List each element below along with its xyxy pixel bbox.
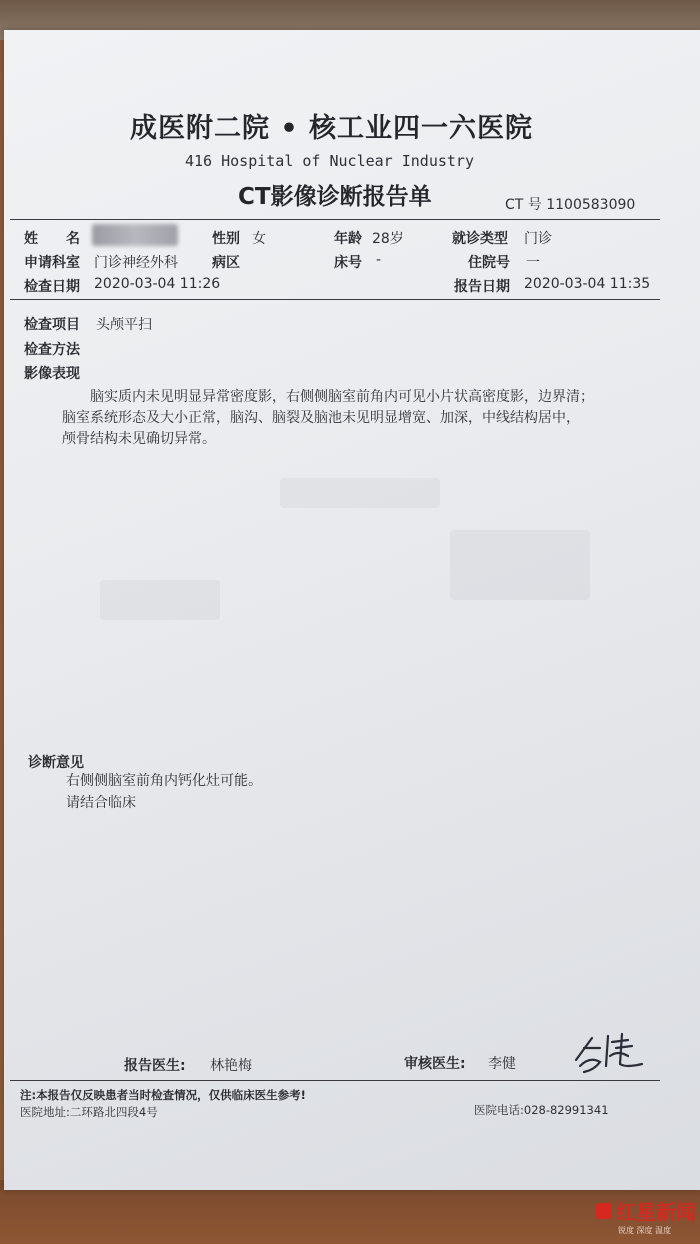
gender-label: 性别 [212,231,240,247]
hospital-phone: 医院电话:028-82991341 [474,1103,609,1117]
diagnosis-line: 右侧侧脑室前角内钙化灶可能。 [66,773,262,789]
watermark-brand: 红星新闻 [616,1200,696,1224]
redacted-name [92,224,178,246]
info-divider [10,299,660,300]
footer-divider [10,1080,660,1081]
bleed-through-mark [100,580,220,620]
exam-item-label: 检查项目 [24,317,80,333]
findings-line: 脑室系统形态及大小正常，脑沟、脑裂及脑池未见明显增宽、加深，中线结构居中， [62,410,580,426]
ct-number: CT 号 1100583090 [505,197,636,213]
bleed-through-mark [280,478,440,508]
exam-item-value: 头颅平扫 [96,317,152,333]
name-label: 姓 名 [24,231,80,247]
gender-value: 女 [252,231,266,247]
bed-value: - [376,252,382,268]
review-doctor-name: 李健 [488,1056,516,1072]
inpatient-value: 一 [526,255,540,271]
dept-value: 门诊神经外科 [94,255,178,271]
findings-line: 脑实质内未见明显异常密度影，右侧侧脑室前角内可见小片状高密度影，边界清； [90,389,594,405]
age-value: 28岁 [372,231,404,247]
bed-label: 床号 [334,255,362,271]
findings-label: 影像表现 [24,366,80,382]
visit-type-value: 门诊 [524,231,552,247]
age-label: 年龄 [334,231,362,247]
exam-method-label: 检查方法 [24,342,80,358]
diagnosis-label: 诊断意见 [28,755,84,771]
findings-line: 颅骨结构未见确切异常。 [62,431,216,447]
handwritten-signature [570,1018,650,1076]
report-date-label: 报告日期 [454,279,510,295]
visit-type-label: 就诊类型 [452,231,508,247]
ward-label: 病区 [212,255,240,271]
report-title: CT影像诊断报告单 [238,184,432,210]
report-date-value: 2020-03-04 11:35 [524,276,651,292]
star-logo-icon [596,1203,612,1219]
watermark-tagline: 锐度 深度 温度 [618,1226,672,1235]
report-doctor-label: 报告医生: [124,1058,186,1074]
footer-note: 注:本报告仅反映患者当时检查情况，仅供临床医生参考! [20,1088,306,1102]
dept-label: 申请科室 [24,255,80,271]
exam-date-value: 2020-03-04 11:26 [94,276,221,292]
findings-text [62,387,672,450]
news-watermark [596,1196,696,1240]
header-divider [10,219,660,220]
report-doctor-name: 林艳梅 [210,1058,252,1074]
exam-date-label: 检查日期 [24,279,80,295]
hospital-name-en: 416 Hospital of Nuclear Industry [185,152,474,170]
diagnosis-line: 请结合临床 [66,795,136,811]
hospital-name-cn: 成医附二院 • 核工业四一六医院 [130,113,534,144]
inpatient-label: 住院号 [468,255,510,271]
bleed-through-mark [450,530,590,600]
review-doctor-label: 审核医生: [404,1056,466,1072]
hospital-address: 医院地址:二环路北四段4号 [20,1105,158,1119]
